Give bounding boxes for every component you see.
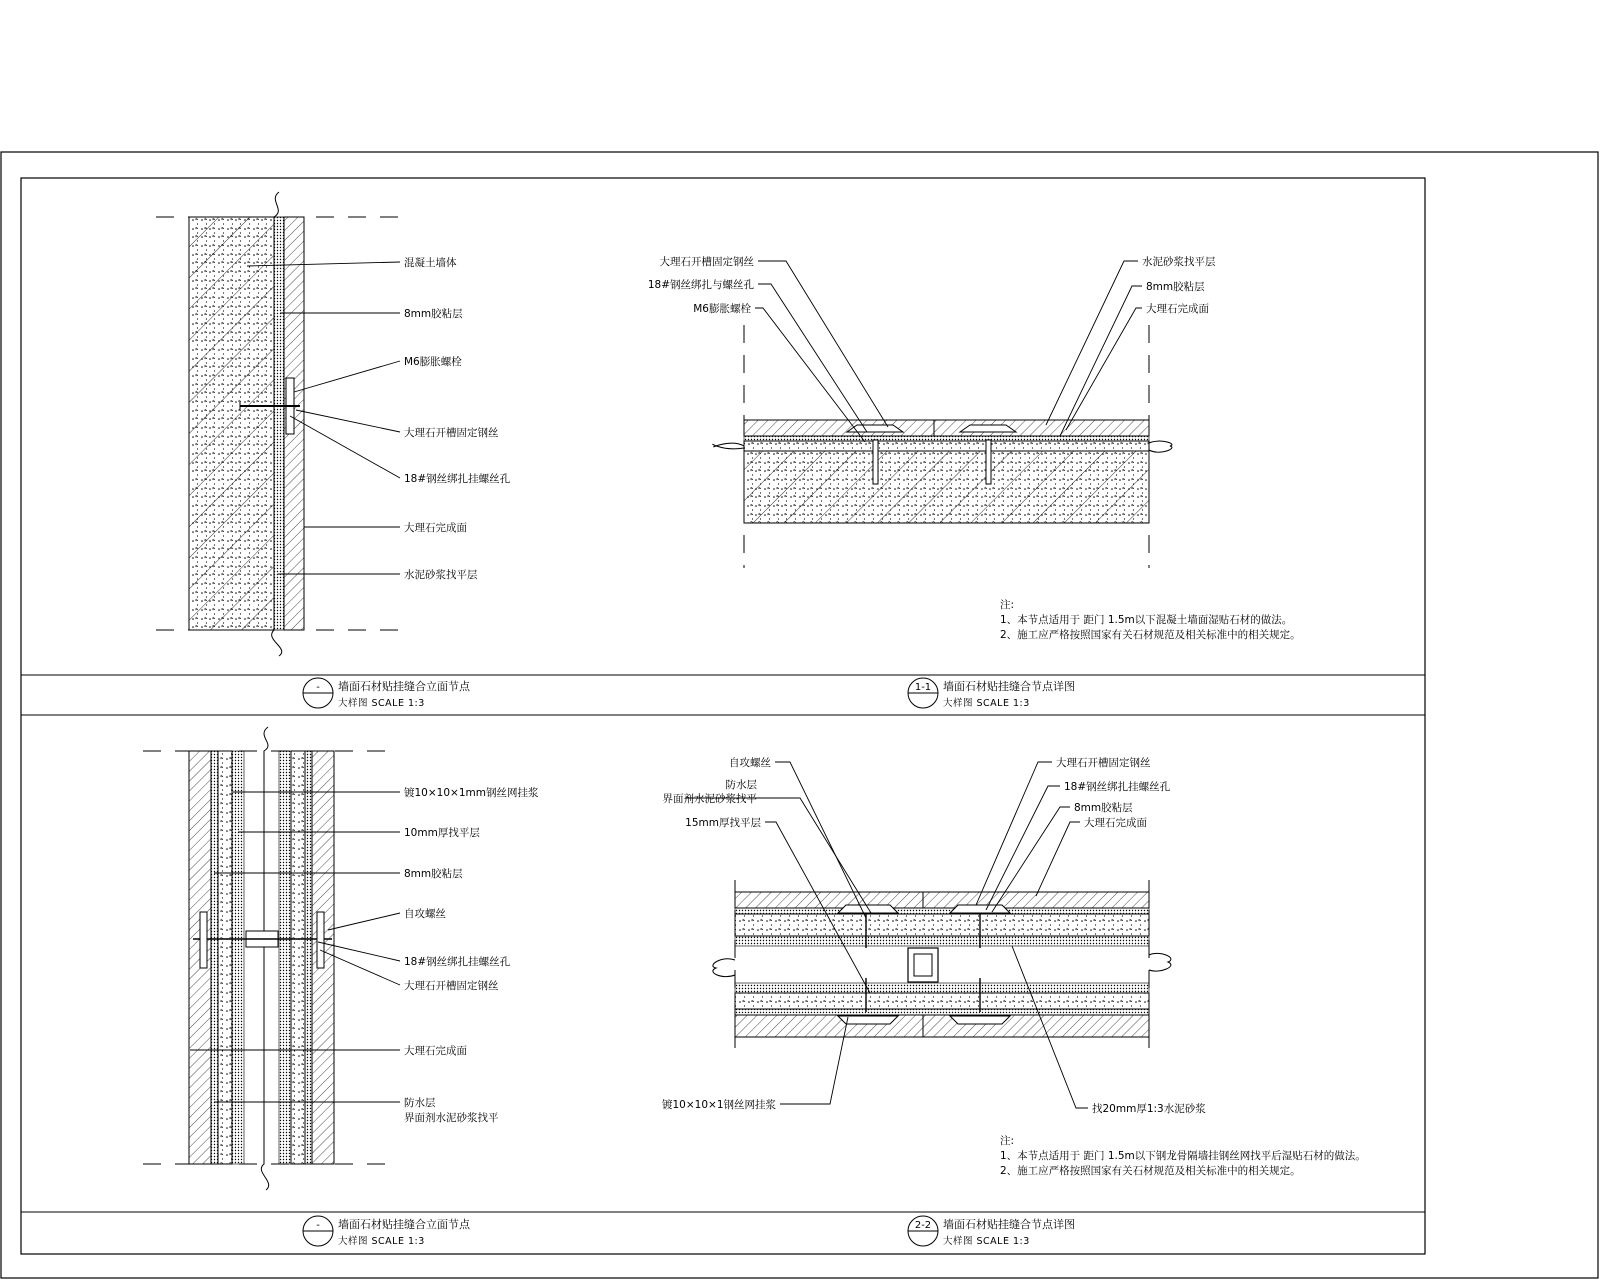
title-scale: 大样图 SCALE 1:3 [943,1236,1030,1247]
callout-text: 大理石开槽固定钢丝 [404,980,499,992]
callout-text: 18#钢丝绑扎挂螺丝孔 [1064,781,1171,793]
callout-text: 8mm胶粘层 [404,308,463,320]
callout-text: M6膨胀螺栓 [693,303,751,315]
callout-text: 18#钢丝绑扎挂螺丝孔 [404,956,511,968]
callout-text: 水泥砂浆找平层 [404,569,478,581]
callout-text: 8mm胶粘层 [1146,281,1205,293]
title-scale: 大样图 SCALE 1:3 [338,1236,425,1247]
plan-section-2-drawing [713,880,1171,1060]
plan-section-1-drawing [713,325,1172,568]
title-number: - [316,1220,320,1231]
plan-section-1-callouts [648,255,1216,315]
callout-text: 大理石完成面 [404,1045,467,1057]
wall-section-2-callouts [404,786,539,1124]
callout-text: 大理石完成面 [404,522,467,534]
note-line: 1、本节点适用于 距门 1.5m以下混凝土墙面湿贴石材的做法。 [1000,614,1293,626]
callout-text: 大理石开槽固定钢丝 [404,427,499,439]
title-name: 墙面石材贴挂缝合立面节点 [338,1218,470,1231]
note-line: 1、本节点适用于 距门 1.5m以下钢龙骨隔墙挂钢丝网找平后湿贴石材的做法。 [1000,1150,1366,1162]
callout-text: 界面剂水泥砂浆找平 [404,1112,499,1124]
title-block-1 [303,678,471,709]
callout-text: 8mm胶粘层 [1074,802,1133,814]
callout-text: 镀10×10×1钢丝网挂浆 [662,1099,776,1111]
plan-section-1-leaders [755,261,1142,442]
callout-text: 自攻螺丝 [404,908,446,920]
note-line: 2、施工应严格按照国家有关石材规范及相关标准中的相关规定。 [1000,629,1301,641]
callout-text: 界面剂水泥砂浆找平 [662,793,757,805]
plan-section-2-notes [1000,1135,1366,1177]
callout-text: 18#钢丝绑扎挂螺丝孔 [404,473,511,485]
callout-text: 大理石开槽固定钢丝 [1056,757,1151,769]
callout-text: 混凝土墙体 [404,257,457,269]
callout-text: 镀10×10×1mm钢丝网挂浆 [404,787,539,799]
wall-section-2-drawing [143,727,385,1190]
plan-section-1-notes [1000,599,1301,641]
title-scale: 大样图 SCALE 1:3 [943,698,1030,709]
title-block-2 [908,678,1075,709]
callout-text: 18#钢丝绑扎与螺丝孔 [647,279,754,291]
callout-text: 找20mm厚1:3水泥砂浆 [1092,1103,1206,1115]
callout-text: 大理石完成面 [1084,817,1147,829]
wall-section-1-callouts [404,256,511,581]
callout-text: 水泥砂浆找平层 [1142,256,1216,268]
callout-text: 15mm厚找平层 [685,817,761,829]
title-name: 墙面石材贴挂缝合节点详图 [943,680,1075,693]
title-block-3 [303,1216,471,1247]
title-number: 1-1 [914,682,932,693]
title-number: - [316,682,320,693]
title-block-4 [908,1216,1075,1247]
callout-text: 防水层 [404,1097,436,1109]
title-name: 墙面石材贴挂缝合立面节点 [338,680,470,693]
callout-text: 8mm胶粘层 [404,868,463,880]
title-number: 2-2 [914,1220,932,1231]
callout-text: M6膨胀螺栓 [404,356,462,368]
callout-text: 大理石开槽固定钢丝 [659,256,754,268]
callout-text: 大理石完成面 [1146,303,1209,315]
callout-text: 10mm厚找平层 [404,827,480,839]
title-scale: 大样图 SCALE 1:3 [338,698,425,709]
note-line: 注: [1000,1135,1015,1147]
note-line: 2、施工应严格按照国家有关石材规范及相关标准中的相关规定。 [1000,1165,1301,1177]
title-name: 墙面石材贴挂缝合节点详图 [943,1218,1075,1231]
note-line: 注: [1000,599,1015,611]
callout-text: 自攻螺丝 [729,757,771,769]
callout-text: 防水层 [725,779,757,791]
